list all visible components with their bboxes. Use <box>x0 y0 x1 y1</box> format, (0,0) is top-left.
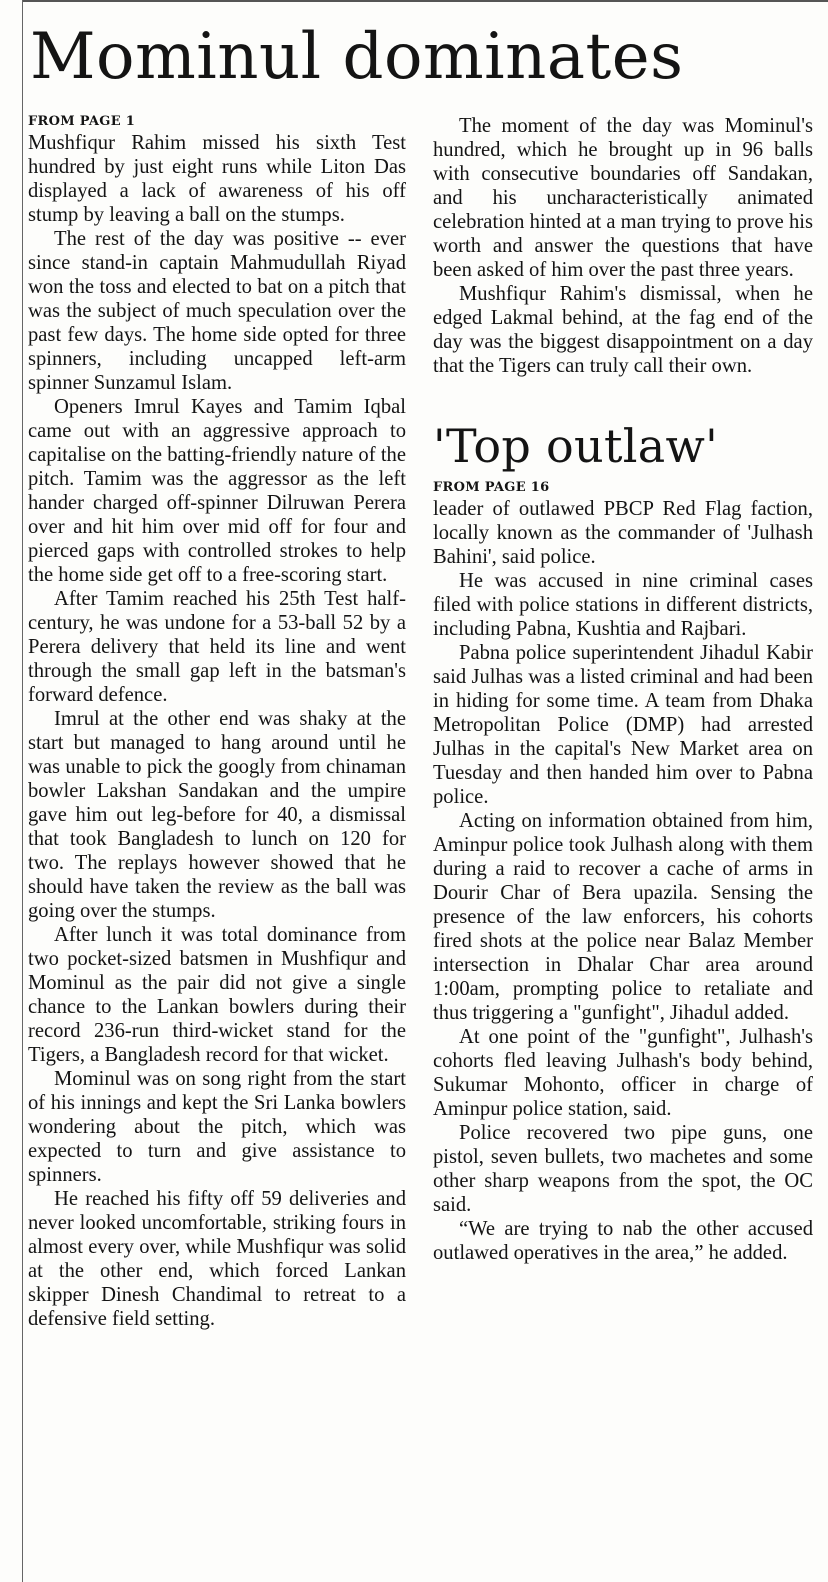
story1-paragraph: The rest of the day was positive -- ever since stand-in captain Mahmudullah Riyad won the toss and elected to bat on a pitch that was the subject of much speculation over the past few days. The home side opted for three spinners, including uncapped left-arm spinner Sunzamul Islam. <box>28 228 406 394</box>
story1-paragraph: Mominul was on song right from the start of his innings and kept the Sri Lanka bowlers wondering about the pitch, which was expected to turn and give assistance to spinners. <box>28 1068 406 1186</box>
story2-paragraph: Pabna police superintendent Jihadul Kabir said Julhas was a listed criminal and had been in hiding for some time. A team from Dhaka Metropolitan Police (DMP) had arrested Julhas in the capital's New Market area on Tuesday and then handed him over to Pabna police. <box>433 642 813 808</box>
story2-paragraph: “We are trying to nab the other accused outlawed operatives in the area,” he added. <box>433 1218 813 1264</box>
story1-paragraph: He reached his fifty off 59 deliveries and never looked uncomfortable, striking fours in almost every over, while Mushfiqur was solid at the other end, which forced Lankan skipper Dinesh Chandimal to retreat to a defensive field setting. <box>28 1188 406 1330</box>
story1-paragraph: After lunch it was total dominance from two pocket-sized batsmen in Mushfiqur and Mominul as the pair did not give a single chance to the Lankan bowlers during their record 236-run third-wicket stand for the Tigers, a Bangladesh record for that wicket. <box>28 924 406 1066</box>
story2-paragraph: At one point of the "gunfight", Julhash's cohorts fled leaving Julhash's body behind, Sukumar Mohonto, officer in charge of Aminpur police station, said. <box>433 1026 813 1120</box>
story1-paragraph: Imrul at the other end was shaky at the start but managed to hang around until he was unable to pick the googly from chinaman bowler Lakshan Sandakan and the umpire gave him out leg-before for 40, a dismissal that took Bangladesh to lunch on 120 for two. The replays however showed that he should have taken the review as the ball was going over the stumps. <box>28 708 406 922</box>
story1-paragraph: After Tamim reached his 25th Test half-century, he was undone for a 53-ball 52 by a Perera delivery that held its line and went through the small gap left in the batsman's forward defence. <box>28 588 406 706</box>
right-column <box>433 114 813 1265</box>
story2-paragraph: leader of outlawed PBCP Red Flag faction, locally known as the commander of 'Julhash Bahini', said police. <box>433 498 813 568</box>
story2-kicker: FROM PAGE 16 <box>433 480 550 495</box>
headline-mominul: Mominul dominates <box>30 20 684 94</box>
story1-paragraph: Mushfiqur Rahim's dismissal, when he edged Lakmal behind, at the fag end of the day was the biggest disappointment on a day that the Tigers can truly call their own. <box>433 283 813 377</box>
left-column-rule <box>22 0 23 1582</box>
story1-paragraph: The moment of the day was Mominul's hundred, which he brought up in 96 balls with consecutive boundaries off Sandakan, and his uncharacteristically animated celebration hinted at a man trying to prove his worth and answer the questions that have been asked of him over the past three years. <box>433 115 813 281</box>
story2-paragraph: Police recovered two pipe guns, one pistol, seven bullets, two machetes and some other sharp weapons from the spot, the OC said. <box>433 1122 813 1216</box>
story1-paragraph: Openers Imrul Kayes and Tamim Iqbal came out with an aggressive approach to capitalise on the batting-friendly nature of the pitch. Tamim was the aggressor as the left hander charged off-spinner Dilruwan Perera over and hit him over mid off for four and pierced gaps with controlled strokes to help the home side get off to a free-scoring start. <box>28 396 406 586</box>
story2-paragraph: Acting on information obtained from him, Aminpur police took Julhash along with them during a raid to recover a cache of arms in Dourir Char of Bera upazila. Sensing the presence of the law enforcers, his cohorts fired shots at the police near Balaz Member intersection in Dhalar Char area around 1:00am, prompting police to retaliate and thus triggering a "gunfight", Jihadul added. <box>433 810 813 1024</box>
headline-top-outlaw: 'Top outlaw' <box>433 419 719 473</box>
top-rule <box>22 0 828 2</box>
story1-kicker: FROM PAGE 1 <box>28 114 136 129</box>
story2-paragraph: He was accused in nine criminal cases filed with police stations in different districts, including Pabna, Kushtia and Rajbari. <box>433 570 813 640</box>
story1-paragraph: Mushfiqur Rahim missed his sixth Test hundred by just eight runs while Liton Das displayed a lack of awareness of his off stump by leaving a ball on the stumps. <box>28 132 406 226</box>
story1-left-column <box>28 114 406 1331</box>
